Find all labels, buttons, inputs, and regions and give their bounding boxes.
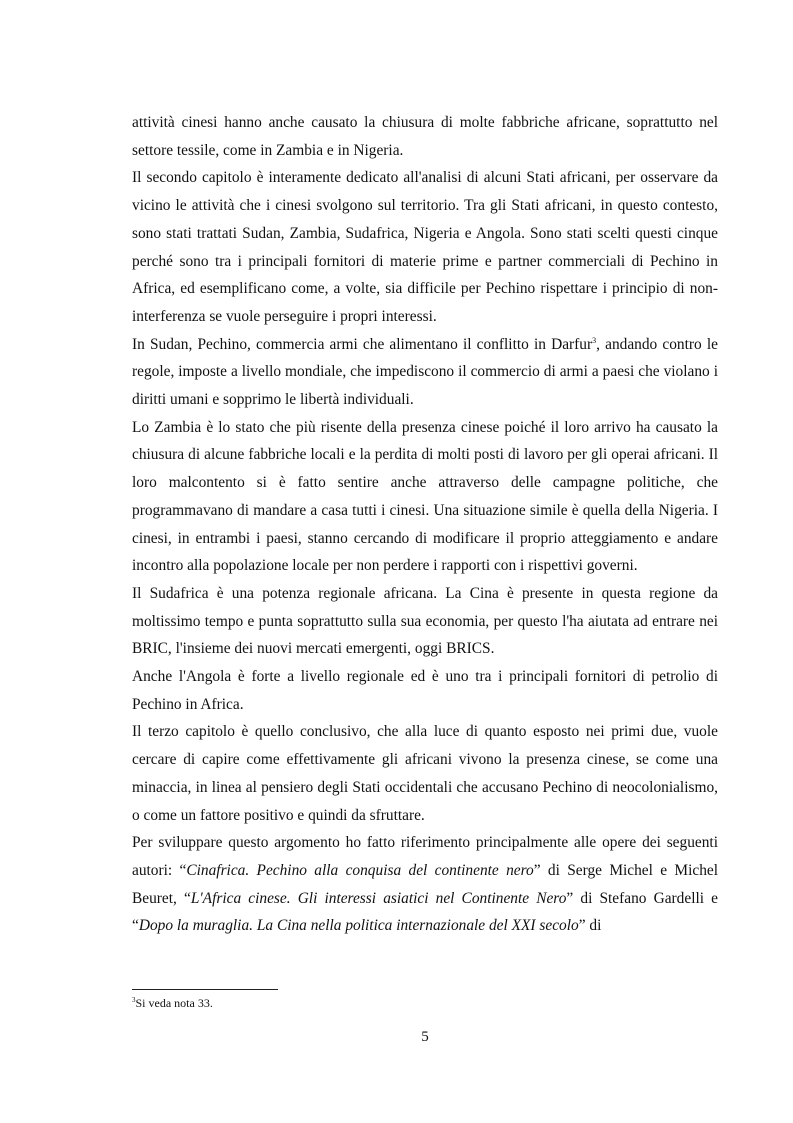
book-title-africa-cinese: L'Africa cinese. Gli interessi asiatici nel Continente Nero [190, 889, 567, 907]
sources-text: ” di Serge Michel e Michel Beuret, “ [132, 861, 719, 907]
paragraph-sudan [132, 331, 718, 414]
page-body [132, 109, 718, 940]
book-title-dopo-la-muraglia: Dopo la muraglia. La Cina nella politica internazionale del XXI secolo [138, 917, 579, 935]
paragraph-sudan-text-end: , andando contro le regole, imposte a livello mondiale, che impediscono il commercio di armi a paesi che violano i diritti umani e sopprimo le libertà individuali. [132, 335, 718, 409]
footnote-reference: 3 [592, 335, 597, 345]
sources-text: ” di [578, 917, 602, 935]
page-number: 5 [421, 1029, 429, 1045]
book-title-cinafrica: Cinafrica. Pechino alla conquisa del continente nero [186, 861, 534, 879]
footnote-text: Si veda nota 33. [135, 996, 213, 1010]
paragraph-sources [132, 829, 718, 940]
sources-text: Per sviluppare questo argomento ho fatto riferimento principalmente alle opere dei seguenti autori: “ [132, 834, 718, 879]
paragraph-sudan-text-start: In Sudan, Pechino, commercia armi che alimentano il conflitto in Darfur [132, 335, 593, 353]
paragraph-sudafrica: Il Sudafrica è una potenza regionale africana. La Cina è presente in questa regione da moltissimo tempo e punta soprattutto sulla sua economia, per questo l'ha aiutata ad entrare nei BRIC, l'insieme dei nuovi mercati emergenti, oggi BRICS. [132, 584, 718, 658]
paragraph-continuation: attività cinesi hanno anche causato la chiusura di molte fabbriche africane, soprattutto nel settore tessile, come in Zambia e in Nigeria. [132, 114, 718, 159]
paragraph-second-chapter: Il secondo capitolo è interamente dedicato all'analisi di alcuni Stati africani, per osservare da vicino le attività che i cinesi svolgono sul territorio. Tra gli Stati africani, in questo contesto, sono stati trattati Sudan, Zambia, Sudafrica, Nigeria e Angola. Sono stati scelti questi cinque perché sono tra i principali fornitori di materie prime e partner commerciali di Pechino in Africa, ed esemplificano come, a volte, sia difficile per Pechino rispettare i principio di non-interferenza se vuole perseguire i propri interessi. [132, 169, 718, 325]
footnote-separator [132, 989, 278, 990]
paragraph-angola: Anche l'Angola è forte a livello regionale ed è uno tra i principali fornitori di petrolio di Pechino in Africa. [132, 668, 718, 713]
footnote [132, 996, 213, 1010]
paragraph-zambia: Lo Zambia è lo stato che più risente della presenza cinese poiché il loro arrivo ha causato la chiusura di alcune fabbriche locali e la perdita di molti posti di lavoro per gli operai africani. Il loro malcontento si è fatto sentire anche attraverso delle campagne politiche, che programmavano di mandare a casa tutti i cinesi. Una situazione simile è quella della Nigeria. I cinesi, in entrambi i paesi, stanno cercando di modificare il proprio atteggiamento e andare incontro alla popolazione locale per non perdere i rapporti con i rispettivi governi. [132, 418, 718, 575]
paragraph-third-chapter: Il terzo capitolo è quello conclusivo, che alla luce di quanto esposto nei primi due, vuole cercare di capire come effettivamente gli africani vivono la presenza cinese, se come una minaccia, in linea al pensiero degli Stati occidentali che accusano Pechino di neocolonialismo, o come un fattore positivo e quindi da sfruttare. [132, 723, 718, 824]
footnote-marker: 3 [132, 996, 136, 1004]
sources-text: ” di Stefano Gardelli e “ [132, 889, 718, 935]
